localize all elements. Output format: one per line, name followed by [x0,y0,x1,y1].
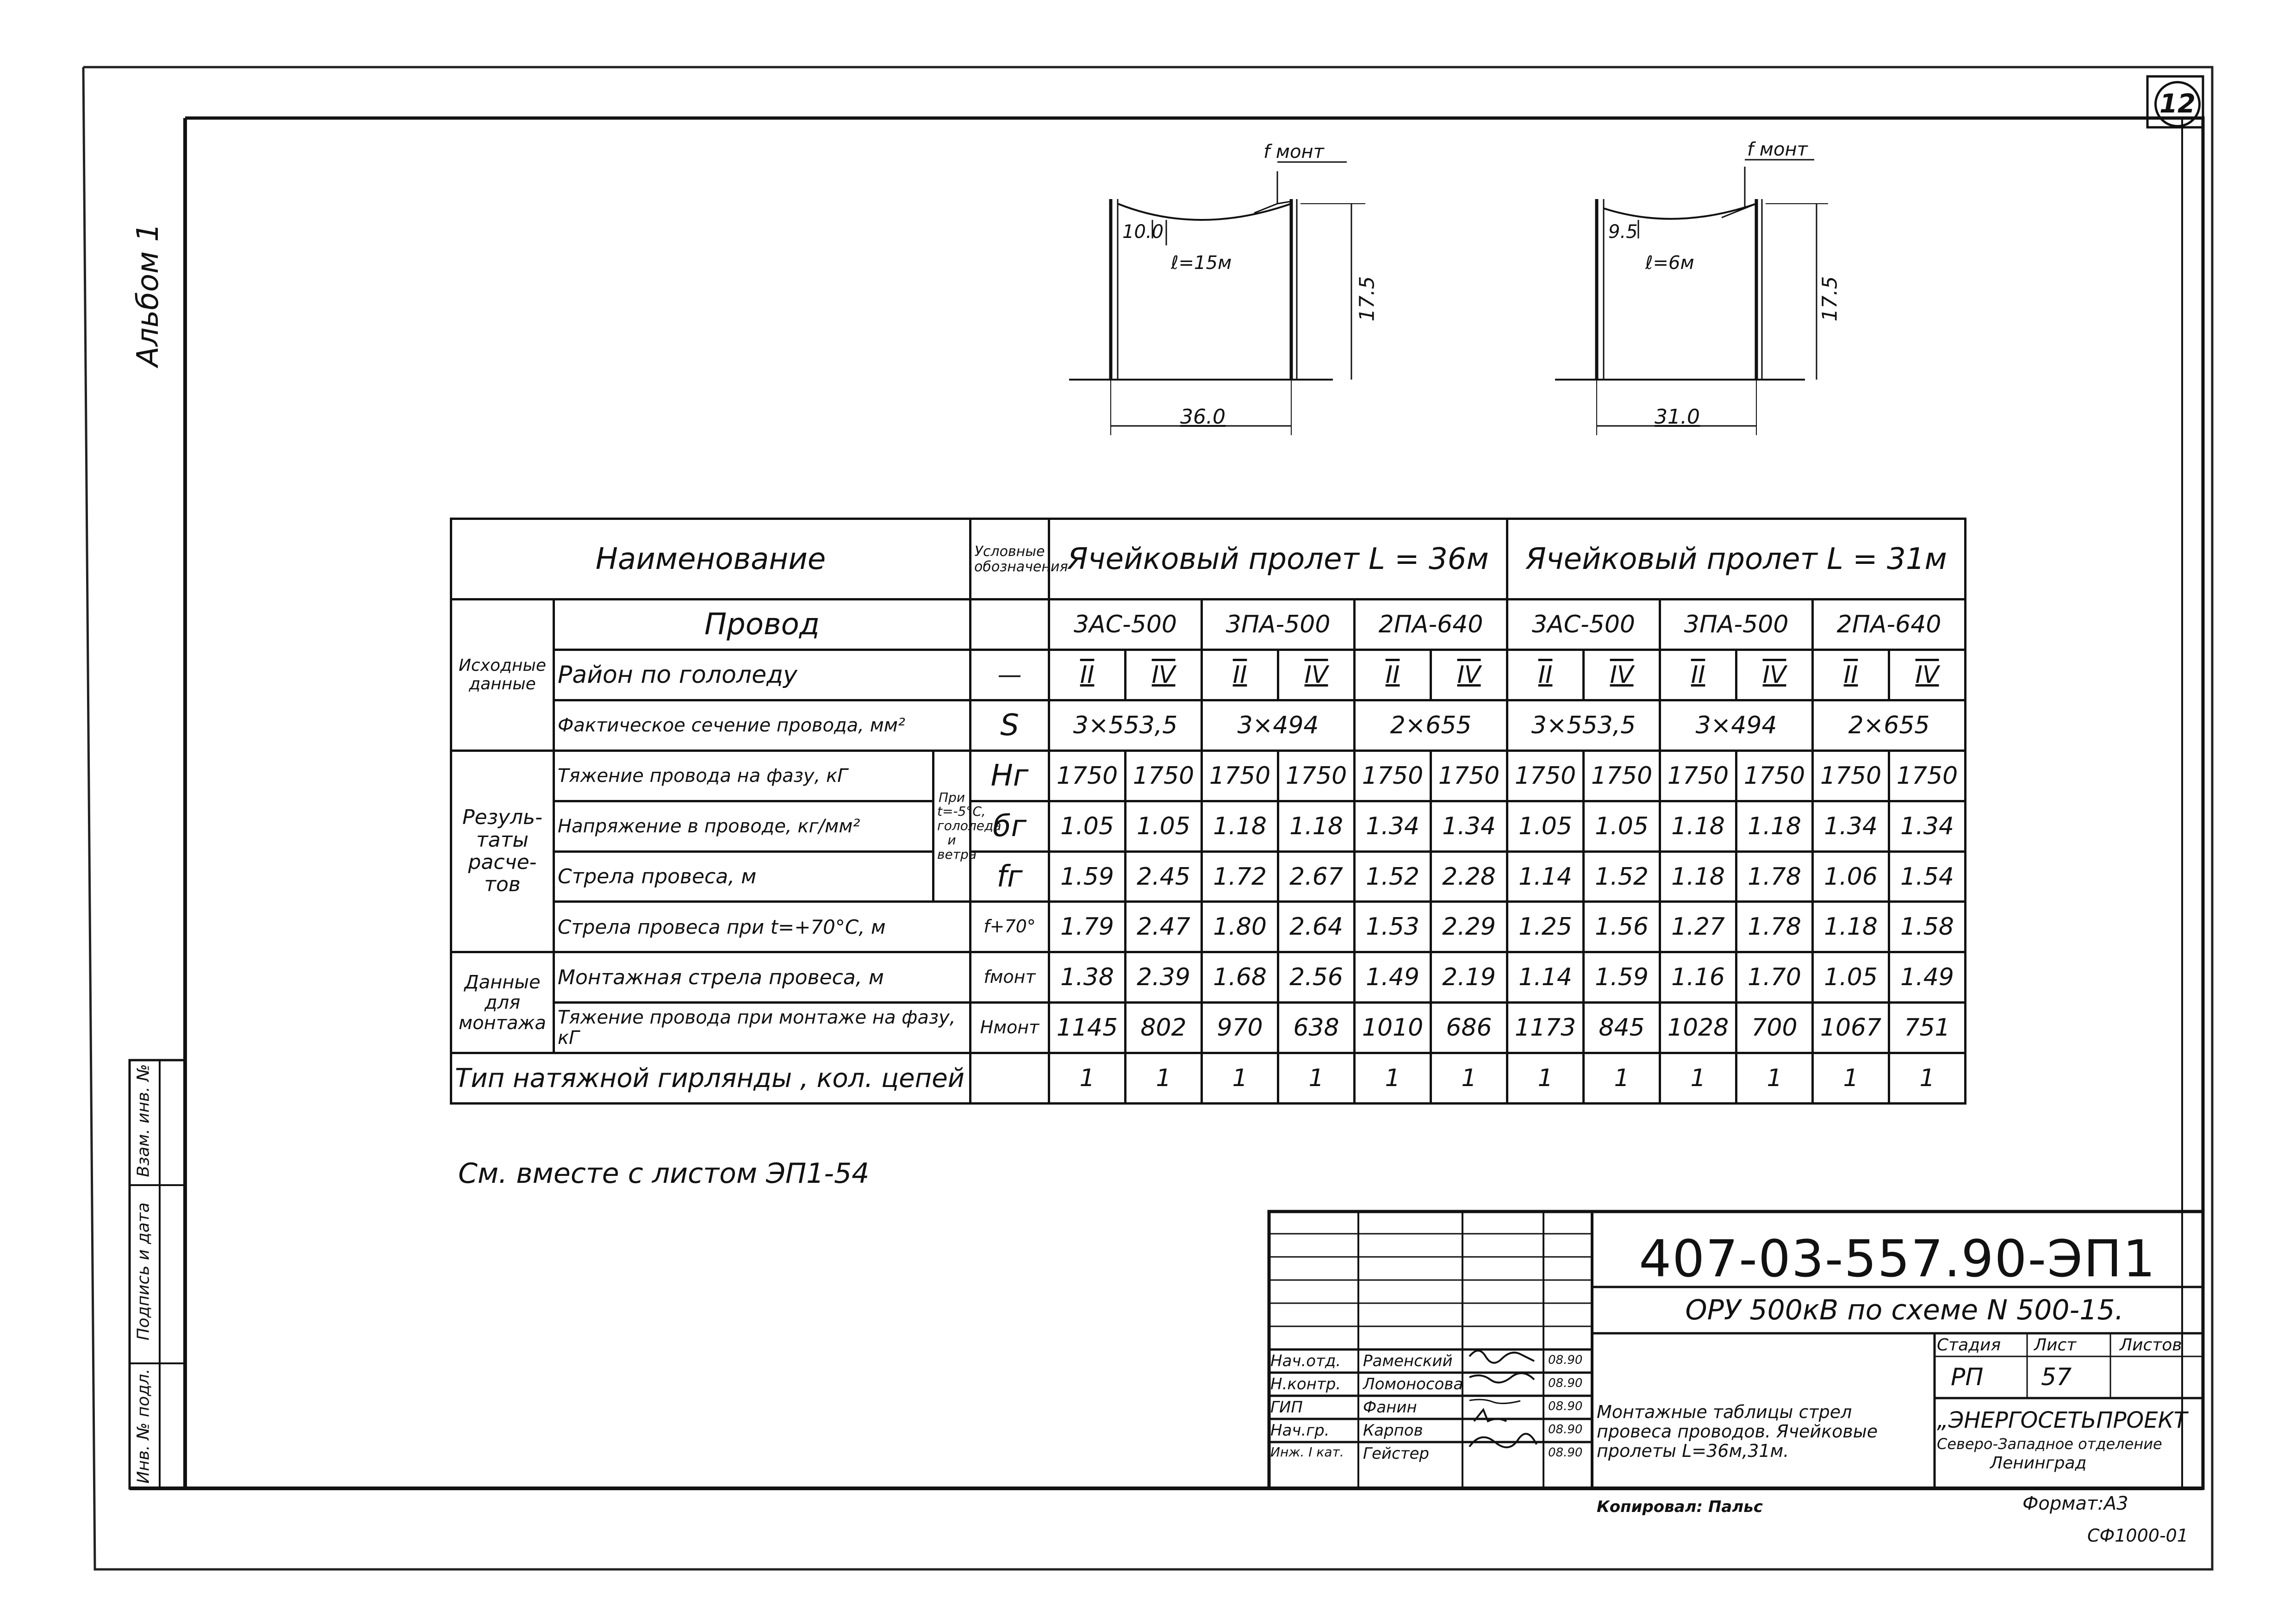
sig-date: 08.90 [1548,1423,1583,1437]
cell: 1.38 [1049,952,1126,1003]
span-diagram-31 [1546,139,1898,440]
cell: 638 [1278,1003,1355,1053]
cell: 2.28 [1431,851,1507,902]
org-name: „ЭНЕРГОСЕТЬПРОЕКТ [1937,1407,2187,1433]
table-row [451,851,1966,902]
wire-1: 3АС-500 [1049,600,1202,650]
signature-row [1270,1419,1594,1442]
cell: 2.47 [1126,902,1202,952]
row-label: Тяжение провода при монтаже на фазу, кГ [554,1003,971,1053]
cell: 2.45 [1126,851,1202,902]
cell: 1010 [1355,1003,1431,1053]
cell: 970 [1202,1003,1278,1053]
cell: 1.34 [1889,801,1966,851]
ice-region-3: II [1202,650,1278,700]
project-name: ОРУ 500кВ по схеме N 500-15. [1685,1294,2124,1326]
sig-date: 08.90 [1548,1446,1583,1460]
diagram2-l-label: ℓ=6м [1645,252,1694,274]
cell: 1.53 [1355,902,1431,952]
header-span36: Ячейковый пролет L = 36м [1049,519,1507,600]
group-results: Резуль-таты расче-тов [451,750,554,952]
table-row [451,952,1966,1003]
cell: 2.67 [1278,851,1355,902]
cell: 1.14 [1507,952,1584,1003]
side-stamp-podpis-data: Подпись и дата [134,1202,153,1341]
sheet-number: 12 [2154,81,2201,127]
cell: 1750 [1813,750,1889,801]
conditions-note: При t=-5°C, гололеда и ветра [933,750,971,902]
section-label: Фактическое сечение провода, мм² [554,700,971,750]
group-mounting: Данные для монтажа [451,952,554,1053]
cell: 1.05 [1049,801,1126,851]
cell: 1.70 [1736,952,1813,1003]
cell: 1750 [1507,750,1584,801]
ice-region-row [451,650,1966,700]
ice-region-1: II [1049,650,1126,700]
cell: 1.59 [1049,851,1126,902]
sheet-label: Лист [2034,1336,2077,1355]
cell: 1.14 [1507,851,1584,902]
cell: 1750 [1431,750,1507,801]
cell: 1.59 [1584,952,1660,1003]
copied-by: Копировал: Пальс [1597,1498,1763,1516]
wire-3: 2ПА-640 [1355,600,1507,650]
cell: 1750 [1660,750,1736,801]
section-5: 3×494 [1660,700,1813,750]
album-label: Альбом 1 [131,223,165,367]
sig-name: Гейстер [1363,1444,1429,1463]
cell: 802 [1126,1003,1202,1053]
side-stamp-inv-podl: Инв. № подл. [134,1368,153,1484]
sig-role: Нач.отд. [1270,1352,1341,1370]
bottom-code: СФ1000-01 [2087,1525,2189,1546]
ice-region-4: IV [1278,650,1355,700]
cell: 1.18 [1278,801,1355,851]
sig-role: ГИП [1270,1398,1303,1417]
wire-2: 3ПА-500 [1202,600,1355,650]
diagram2-height-label: 9.5 [1608,221,1638,243]
ice-region-9: II [1660,650,1736,700]
signature-row [1270,1442,1594,1465]
cell: 1.58 [1889,902,1966,952]
cell: 1.18 [1813,902,1889,952]
wire-4: 3АС-500 [1507,600,1660,650]
ice-region-2: IV [1126,650,1202,700]
row-symbol: fг [971,851,1049,902]
section-4: 3×553,5 [1507,700,1660,750]
signature-row [1270,1396,1594,1419]
table-row [451,801,1966,851]
diagram2-pole-height: 17.5 [1818,276,1842,322]
cell: 1067 [1813,1003,1889,1053]
cell: 1750 [1202,750,1278,801]
cell: 1 [1507,1053,1584,1104]
diagram2-f-label: f монт [1747,139,1808,160]
table-row [451,1003,1966,1053]
org-branch: Северо-Западное отделение [1937,1435,2162,1453]
row-label: Напряжение в проводе, кг/мм² [554,801,933,851]
cell: 2.29 [1431,902,1507,952]
section-2: 3×494 [1202,700,1355,750]
header-row [451,519,1966,600]
cell: 1.18 [1202,801,1278,851]
reference-note: См. вместе с листом ЭП1-54 [458,1157,870,1190]
sheets-label: Листов [2120,1336,2182,1355]
cell: 1 [1126,1053,1202,1104]
diagram1-f-label: f монт [1263,141,1324,162]
cell: 1750 [1889,750,1966,801]
ice-region-11: II [1813,650,1889,700]
table-row [451,902,1966,952]
wire-5: 3ПА-500 [1660,600,1813,650]
cell: 1.27 [1660,902,1736,952]
sig-date: 08.90 [1548,1353,1583,1367]
stage-value: РП [1951,1363,1984,1391]
cell: 1.68 [1202,952,1278,1003]
sag-table [450,518,1966,1105]
garland-label: Тип натяжной гирлянды , кол. цепей [451,1053,971,1104]
section-3: 2×655 [1355,700,1507,750]
doc-code: 407-03-557.90-ЭП1 [1639,1229,2156,1288]
stage-label: Стадия [1937,1336,2001,1355]
cell: 1 [1049,1053,1126,1104]
ice-region-7: II [1507,650,1584,700]
cell: 1.06 [1813,851,1889,902]
cell: 1750 [1355,750,1431,801]
cell: 1.34 [1813,801,1889,851]
sheet-title: Монтажные таблицы стрел провеса проводов. Ячейковые пролеты L=36м,31м. [1597,1402,1878,1461]
ice-region-label: Район по гололеду [554,650,971,700]
ice-region-symbol: — [971,650,1049,700]
signature-list [1270,1349,1594,1465]
cell: 700 [1736,1003,1813,1053]
cell: 1145 [1049,1003,1126,1053]
section-1: 3×553,5 [1049,700,1202,750]
row-label: Стрела провеса при t=+70°С, м [554,902,971,952]
section-row [451,700,1966,750]
cell: 1.49 [1355,952,1431,1003]
wire-row [451,600,1966,650]
sig-role: Нач.гр. [1270,1421,1330,1440]
wire-label: Провод [554,600,971,650]
sig-date: 08.90 [1548,1376,1583,1390]
row-label: Монтажная стрела провеса, м [554,952,971,1003]
cell: 1 [1736,1053,1813,1104]
cell: 1 [1660,1053,1736,1104]
cell: 1.78 [1736,902,1813,952]
cell: 1.18 [1660,851,1736,902]
cell: 1.49 [1889,952,1966,1003]
cell: 1.72 [1202,851,1278,902]
side-stamp-vzam-inv: Взам. инв. № [134,1064,153,1177]
cell: 1.54 [1889,851,1966,902]
table-row [451,1053,1966,1104]
sig-date: 08.90 [1548,1399,1583,1413]
row-symbol: бг [971,801,1049,851]
sig-name: Раменский [1363,1352,1453,1370]
row-symbol: Hг [971,750,1049,801]
signature-scribbles [1465,1343,1546,1468]
sig-name: Ломоносова [1363,1375,1463,1393]
row-label: Стрела провеса, м [554,851,933,902]
cell: 1.80 [1202,902,1278,952]
ice-region-10: IV [1736,650,1813,700]
sig-role: Инж. I кат. [1270,1444,1344,1460]
ice-region-8: IV [1584,650,1660,700]
section-6: 2×655 [1813,700,1966,750]
header-name: Наименование [451,519,971,600]
cell: 686 [1431,1003,1507,1053]
cell: 1 [1278,1053,1355,1104]
cell: 1.18 [1660,801,1736,851]
cell: 1 [1355,1053,1431,1104]
cell: 1028 [1660,1003,1736,1053]
section-symbol: S [971,700,1049,750]
row-symbol: fмонт [971,952,1049,1003]
cell: 1 [1202,1053,1278,1104]
row-symbol: f+70° [971,902,1049,952]
cell: 1750 [1584,750,1660,801]
cell: 1.25 [1507,902,1584,952]
header-symbol: Условные обозначения [971,519,1049,600]
cell: 1.16 [1660,952,1736,1003]
cell: 1.79 [1049,902,1126,952]
cell: 1.05 [1584,801,1660,851]
cell: 1.34 [1355,801,1431,851]
cell: 2.56 [1278,952,1355,1003]
cell: 1750 [1126,750,1202,801]
cell: 2.64 [1278,902,1355,952]
cell: 1.56 [1584,902,1660,952]
row-symbol: Hмонт [971,1003,1049,1053]
sig-name: Фанин [1363,1398,1417,1417]
cell: 1 [1813,1053,1889,1104]
cell: 1.05 [1126,801,1202,851]
header-span31: Ячейковый пролет L = 31м [1507,519,1966,600]
cell: 1173 [1507,1003,1584,1053]
ice-region-12: IV [1889,650,1966,700]
wire-6: 2ПА-640 [1813,600,1966,650]
ice-region-5: II [1355,650,1431,700]
cell: 1.18 [1736,801,1813,851]
cell: 845 [1584,1003,1660,1053]
cell: 1.52 [1355,851,1431,902]
table-row [451,750,1966,801]
cell: 1.05 [1507,801,1584,851]
cell: 1 [1431,1053,1507,1104]
sig-role: Н.контр. [1270,1375,1341,1393]
cell: 1 [1584,1053,1660,1104]
cell: 1750 [1049,750,1126,801]
cell: 2.19 [1431,952,1507,1003]
cell: 751 [1889,1003,1966,1053]
signature-row [1270,1349,1594,1373]
diagram1-pole-height: 17.5 [1355,276,1379,322]
diagram1-height-label: 10.0 [1122,221,1164,243]
sheet-value: 57 [2041,1363,2072,1391]
diagram1-l-label: ℓ=15м [1171,252,1232,274]
diagram2-span: 31.0 [1655,405,1700,429]
cell: 1.78 [1736,851,1813,902]
ice-region-6: IV [1431,650,1507,700]
org-city: Ленинград [1990,1454,2087,1473]
group-source: Исходные данные [451,600,554,751]
row-label: Тяжение провода на фазу, кГ [554,750,933,801]
cell: 1750 [1736,750,1813,801]
diagram1-span: 36.0 [1180,405,1226,429]
cell: 1750 [1278,750,1355,801]
cell: 2.39 [1126,952,1202,1003]
cell: 1 [1889,1053,1966,1104]
signature-row [1270,1373,1594,1396]
cell: 1.05 [1813,952,1889,1003]
sig-name: Карпов [1363,1421,1423,1440]
format-label: Формат:А3 [2022,1493,2128,1514]
cell: 1.34 [1431,801,1507,851]
cell: 1.52 [1584,851,1660,902]
